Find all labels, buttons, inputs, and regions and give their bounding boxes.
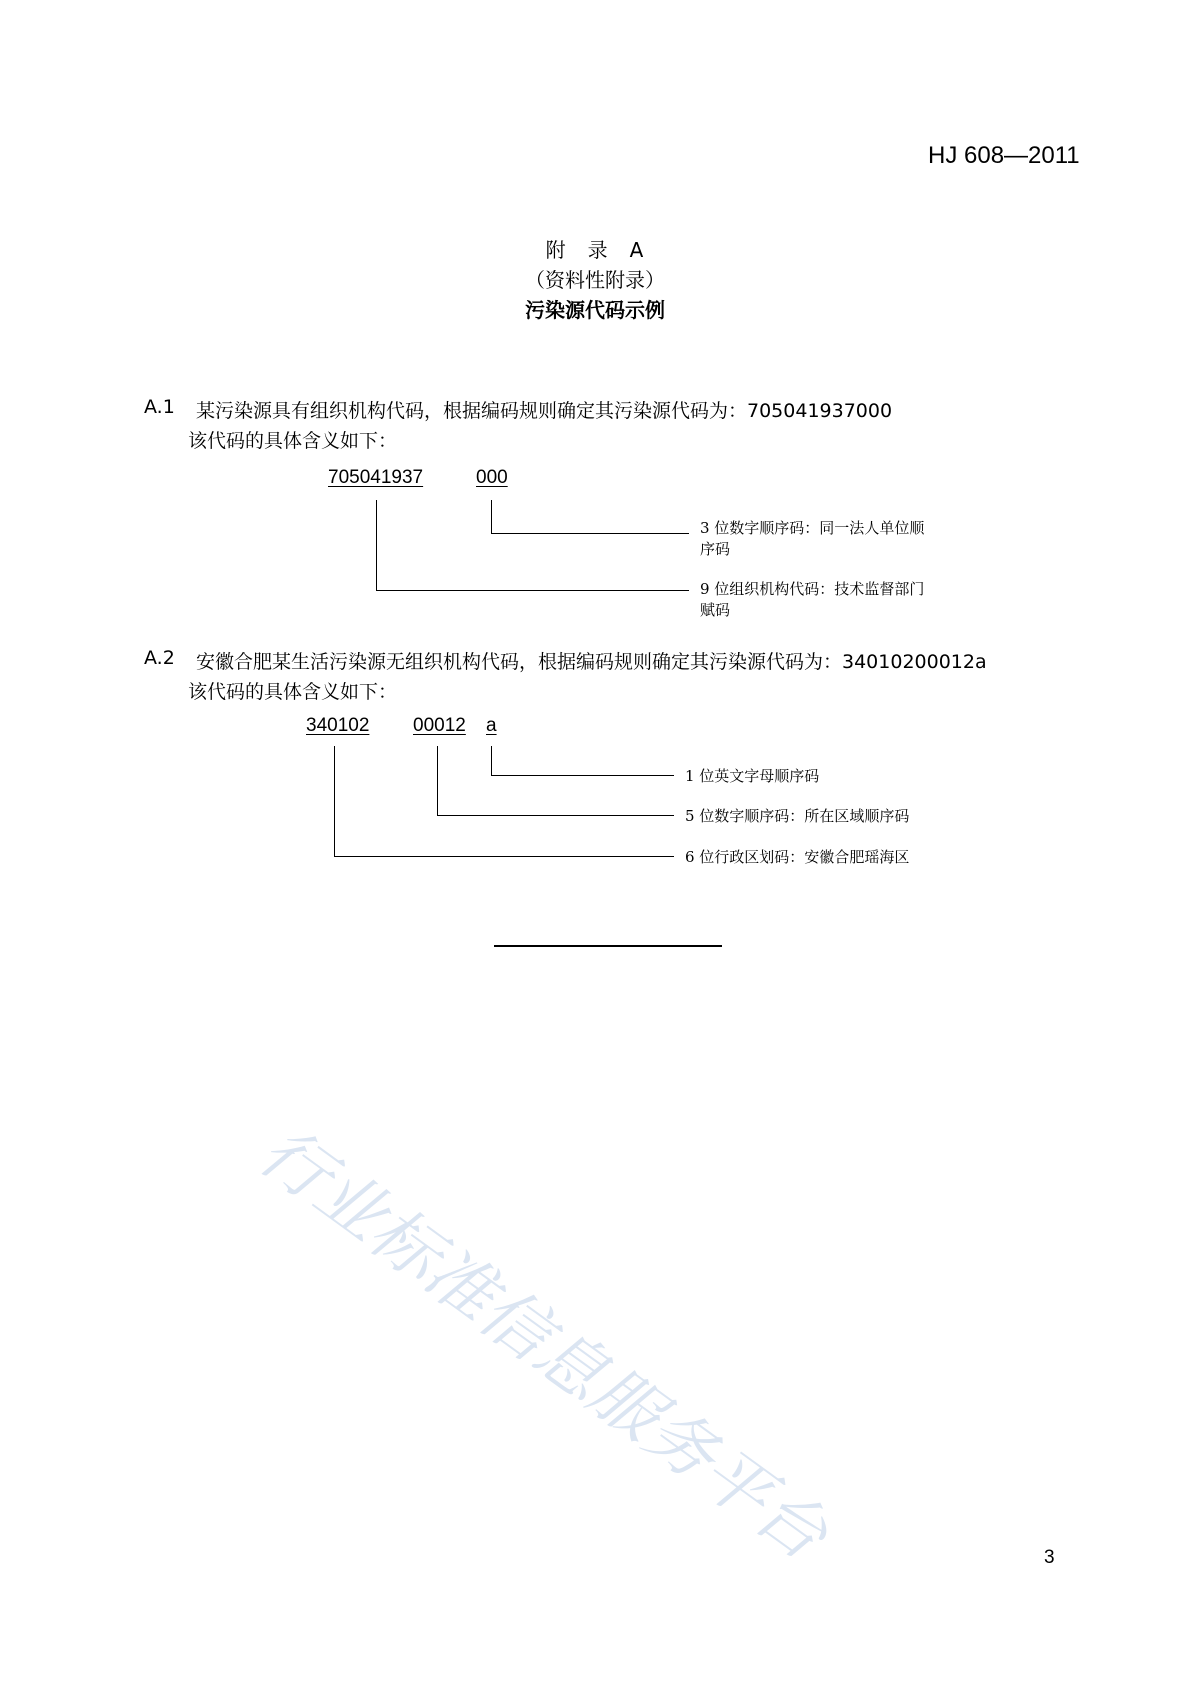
page-number: 3 [1044, 1547, 1055, 1568]
section-a1-text: 某污染源具有组织机构代码，根据编码规则确定其污染源代码为：705041937000 [196, 400, 893, 422]
a2-connector-seq-horizontal [437, 815, 674, 816]
section-a2-text: 安徽合肥某生活污染源无组织机构代码，根据编码规则确定其污染源代码为：34010200012a [196, 651, 987, 673]
a1-note-org: 9 位组织机构代码：技术监督部门赋码 [700, 580, 925, 619]
section-a2-number: A.2 [144, 647, 175, 669]
watermark: 行业标准信息服务平台 [244, 1112, 842, 1576]
a1-connector-org-horizontal [376, 590, 689, 591]
a2-code-seq: 00012 [413, 715, 466, 736]
a2-connector-letter-horizontal [491, 775, 674, 776]
a1-connector-seq-vertical [491, 500, 492, 533]
section-a1-intro: 该代码的具体含义如下： [188, 430, 398, 452]
a2-connector-seq-vertical [437, 746, 438, 815]
a2-code-region: 340102 [306, 715, 370, 736]
section-a2-intro: 该代码的具体含义如下： [188, 681, 398, 703]
appendix-name: 污染源代码示例 [525, 298, 665, 322]
end-rule [494, 945, 722, 947]
standard-number: HJ 608—2011 [928, 142, 1080, 169]
a2-connector-letter-vertical [491, 746, 492, 775]
a2-connector-region-vertical [334, 746, 335, 856]
a2-connector-region-horizontal [334, 856, 674, 857]
a2-note-region: 6 位行政区划码：安徽合肥瑶海区 [685, 848, 910, 866]
a1-note-seq: 3 位数字顺序码：同一法人单位顺序码 [700, 519, 925, 558]
a2-code-letter: a [486, 715, 497, 736]
a1-code-org: 705041937 [328, 467, 424, 488]
a2-note-letter: 1 位英文字母顺序码 [685, 767, 820, 785]
appendix-subtitle: （资料性附录） [525, 268, 665, 292]
a1-connector-seq-horizontal [491, 533, 689, 534]
a1-code-seq: 000 [476, 467, 508, 488]
a2-note-seq: 5 位数字顺序码：所在区域顺序码 [685, 807, 910, 825]
a1-connector-org-vertical [376, 500, 377, 590]
appendix-title: 附 录 A [545, 238, 645, 262]
section-a1-number: A.1 [144, 396, 175, 418]
